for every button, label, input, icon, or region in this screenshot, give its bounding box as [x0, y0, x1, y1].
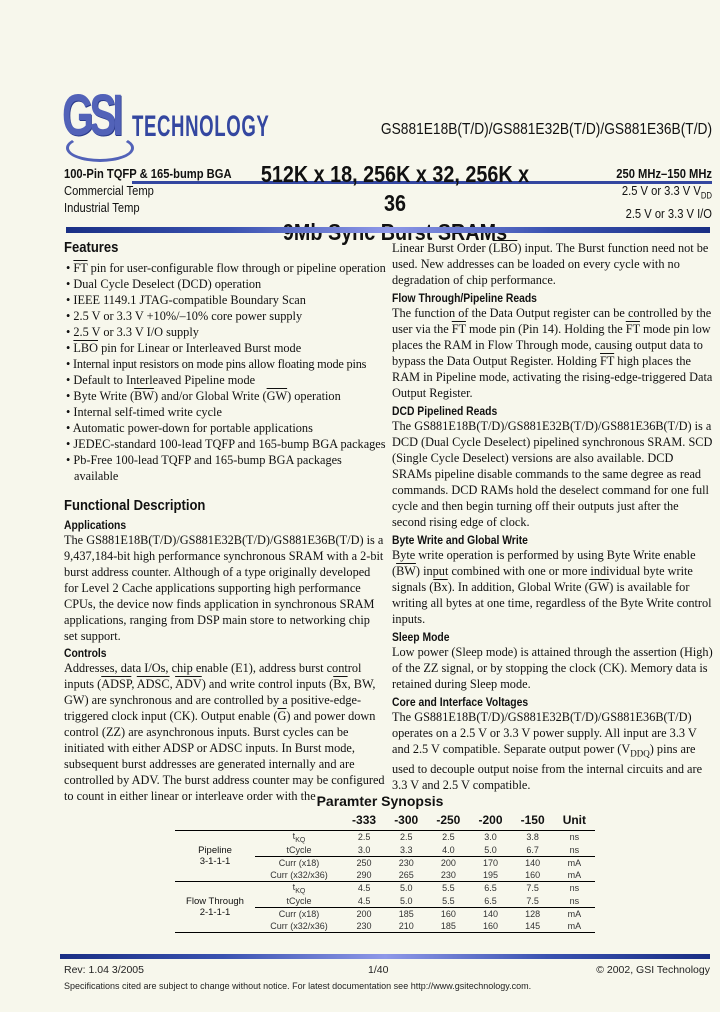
- cell: 6.5: [469, 881, 511, 894]
- cell: 160: [482, 920, 498, 931]
- column-header: -333: [352, 813, 377, 827]
- cell: 200: [427, 856, 469, 869]
- dcd-title: DCD Pipelined Reads: [392, 406, 498, 418]
- logo-mark: GSI: [62, 83, 120, 148]
- spec-summary: [540, 165, 712, 222]
- cell: 140: [512, 856, 554, 869]
- cell: 5.0: [484, 844, 497, 855]
- copyright: © 2002, GSI Technology: [596, 964, 710, 976]
- controls-text: Addresses, data I/Os, chip enable (E1), address burst control inputs (ADSP, ADSC, $\overline{ADV}$) and write control inputs ($\overline{Bx}$, BW, GW) are synchronous and are controlled by a positive-edge-triggered clock input (CK). Output enable $(\overline{G})$ and power down control (ZZ) are asynchronous inputs. Burst cycles can be initiated with either ADSP or ADSC inputs. In Burst mode, subsequent burst addresses are generated internally and are controlled by ADV. The burst address counter may be configured to count in either linear or interleave order with the: [64, 661, 385, 803]
- frequency-range: 250 MHz–150 MHz: [616, 166, 712, 181]
- sleep-mode-title: Sleep Mode: [392, 632, 450, 644]
- cell: 128: [512, 907, 554, 920]
- vdd-subscript: DD: [700, 190, 712, 201]
- cell: 185: [440, 920, 456, 931]
- temp-industrial: Industrial Temp: [64, 200, 140, 215]
- cell: 160: [525, 869, 541, 880]
- company-logo: [62, 82, 282, 162]
- column-header: Unit: [562, 813, 587, 827]
- cell: 5.0: [385, 881, 427, 894]
- cell: 140: [469, 907, 511, 920]
- feature-item: • Internal input resistors on mode pins allow floating mode pins: [64, 356, 386, 372]
- footer-rule: [60, 954, 710, 959]
- header-blank: [175, 811, 255, 831]
- cell: 3.0: [469, 831, 511, 844]
- feature-item: • Byte Write $(\overline{BW})$ and/or Global Write $(\overline{GW})$ operation: [64, 388, 386, 404]
- voltages-text-b: ) pins are used to decouple output noise from the internal circuits and are 3.3 V and 2.5 V compatible.: [392, 742, 703, 793]
- cell: 160: [427, 907, 469, 920]
- feature-item: • Pb-Free 100-lead TQFP and 165-bump BGA packages available: [64, 452, 386, 484]
- right-column: [392, 240, 714, 793]
- group-label: [175, 881, 255, 932]
- feature-item: • $\overline{FT}$ pin for user-configurable flow through or pipeline operation: [64, 260, 386, 276]
- feature-item: • JEDEC-standard 100-lead TQFP and 165-bump BGA packages: [64, 436, 386, 452]
- feature-item: • IEEE 1149.1 JTAG-compatible Boundary Scan: [64, 292, 386, 308]
- feature-item: • Dual Cycle Deselect (DCD) operation: [64, 276, 386, 292]
- part-numbers: GS881E18B(T/D)/GS881E32B(T/D)/GS881E36B(T/D): [380, 121, 712, 138]
- applications-text: The GS881E18B(T/D)/GS881E32B(T/D)/GS881E36B(T/D) is a 9,437,184-bit high performance synchronous SRAM with a 2-bit burst address counter. Although of a type originally developed for Level 2 Cache applications supporting high performance CPUs, the device now finds application in synchronous SRAM applications, ranging from DSP main store to networking chip set support.: [64, 533, 384, 643]
- package-line: 100-Pin TQFP & 165-bump BGA: [64, 166, 232, 181]
- column-header: -300: [394, 813, 419, 827]
- param-name: Curr (x18): [255, 856, 343, 869]
- unit-cell: mA: [567, 920, 582, 931]
- product-organization: 512K x 18, 256K x 32, 256K x 36: [260, 161, 530, 216]
- group-mode: 3-1-1-1: [199, 855, 231, 867]
- product-title: [253, 160, 537, 247]
- applications-title: Applications: [64, 520, 127, 532]
- cell: 2.5: [385, 831, 427, 844]
- controls-text-continued: Linear Burst Order $(\overline{LBO})$ input. The Burst function need not be used. New addresses can be loaded on every cycle with no degradation of chip performance.: [392, 241, 709, 287]
- logo-word: TECHNOLOGY: [132, 110, 270, 143]
- flow-through-title: Flow Through/Pipeline Reads: [392, 293, 537, 305]
- logo-swirl-icon: [66, 134, 134, 162]
- unit-cell: mA: [554, 856, 595, 869]
- cell: 4.5: [357, 895, 371, 906]
- unit-cell: mA: [554, 907, 595, 920]
- cell: 3.3: [399, 844, 413, 855]
- vdd-spec: [540, 182, 712, 205]
- vddq-subscript: DDQ: [630, 748, 650, 759]
- param-name: $t_{KQ}$: [255, 831, 343, 844]
- feature-item: • Default to Interleaved Pipeline mode: [64, 372, 386, 388]
- cell: 210: [398, 920, 414, 931]
- column-header: -150: [520, 813, 545, 827]
- header-rule: [66, 227, 710, 233]
- cell: 185: [385, 907, 427, 920]
- voltages-text: [392, 709, 714, 793]
- column-header: -250: [436, 813, 461, 827]
- revision: Rev: 1.04 3/2005: [64, 964, 144, 976]
- cell: 2.5: [343, 831, 385, 844]
- temp-commercial: Commercial Temp: [64, 183, 154, 198]
- cell: 7.5: [526, 895, 539, 906]
- cell: 6.5: [484, 895, 497, 906]
- unit-cell: ns: [569, 895, 580, 906]
- group-name: Pipeline: [198, 844, 232, 856]
- param-name: tCycle: [286, 844, 312, 855]
- cell: 290: [356, 869, 372, 880]
- page-number: 1/40: [368, 964, 389, 976]
- features-title: Features: [64, 240, 119, 256]
- cell: 5.5: [442, 895, 455, 906]
- cell: 4.5: [343, 881, 385, 894]
- cell: 4.0: [442, 844, 455, 855]
- feature-item: • 2.5 V or 3.3 V +10%/–10% core power supply: [64, 308, 386, 324]
- group-label: [175, 831, 255, 882]
- column-header: -200: [478, 813, 503, 827]
- cell: 2.5: [427, 831, 469, 844]
- unit-cell: ns: [554, 831, 595, 844]
- synopsis-header-row: [175, 811, 595, 831]
- unit-cell: ns: [569, 844, 580, 855]
- cell: 265: [398, 869, 414, 880]
- cell: 145: [525, 920, 541, 931]
- cell: 7.5: [512, 881, 554, 894]
- voltages-title: Core and Interface Voltages: [392, 697, 529, 709]
- cell: 170: [469, 856, 511, 869]
- cell: 230: [385, 856, 427, 869]
- table-row: [175, 881, 595, 894]
- param-name: Curr (x32/x36): [270, 920, 328, 931]
- disclaimer: Specifications cited are subject to change without notice. For latest documentation see http://www.gsitechnology.com.: [64, 981, 532, 991]
- sleep-mode-text: Low power (Sleep mode) is attained through the assertion (High) of the ZZ signal, or by stopping the clock (CK). Memory data is retained during Sleep mode.: [392, 645, 713, 691]
- controls-title: Controls: [64, 648, 107, 660]
- feature-item: • Automatic power-down for portable applications: [64, 420, 386, 436]
- table-row: [175, 831, 595, 844]
- feature-item: • 2.5 V or 3.3 V I/O supply: [64, 324, 386, 340]
- cell: 3.8: [512, 831, 554, 844]
- cell: 6.7: [526, 844, 539, 855]
- features-list: [64, 260, 386, 484]
- group-name: Flow Through: [186, 895, 244, 907]
- cell: 230: [440, 869, 456, 880]
- cell: 200: [343, 907, 385, 920]
- byte-write-text: Byte write operation is performed by using Byte Write enable $(\overline{BW})$ input combined with one or more individual byte write signals $(\overline{Bx})$. In addition, Global Write $(\overline{GW})$ is available for writing all bytes at one time, regardless of the Byte Write control inputs.: [392, 548, 712, 626]
- io-spec: 2.5 V or 3.3 V I/O: [625, 205, 712, 221]
- unit-cell: ns: [554, 881, 595, 894]
- vdd-text: 2.5 V or 3.3 V V: [621, 183, 701, 198]
- left-column: [64, 240, 386, 803]
- param-name: tCycle: [286, 895, 312, 906]
- feature-item: • Internal self-timed write cycle: [64, 404, 386, 420]
- param-name: Curr (x32/x36): [270, 869, 328, 880]
- cell: 250: [343, 856, 385, 869]
- cell: 5.5: [427, 881, 469, 894]
- cell: 195: [482, 869, 498, 880]
- cell: 230: [356, 920, 372, 931]
- voltages-text-a: The GS881E18B(T/D)/GS881E32B(T/D)/GS881E36B(T/D) operates on a 2.5 V or 3.3 V power supply. All input are 3.3 V and 2.5 V compatible. Separate output power (V: [392, 710, 697, 756]
- functional-description-title: Functional Description: [64, 498, 206, 514]
- cell: 5.0: [399, 895, 413, 906]
- feature-item: • $\overline{LBO}$ pin for Linear or Interleaved Burst mode: [64, 340, 386, 356]
- package-info: [64, 165, 253, 216]
- cell: 3.0: [357, 844, 371, 855]
- dcd-text: The GS881E18B(T/D)/GS881E32B(T/D)/GS881E36B(T/D) is a DCD (Dual Cycle Deselect) pipelined synchronous SRAM. SCD (Single Cycle Deselect) versions are also available. DCD SRAMs pipeline disable commands to the same degree as read commands. DCD RAMs hold the deselect command for one full cycle and then begin turning off their outputs just after the second rising edge of clock.: [392, 419, 713, 529]
- group-mode: 2-1-1-1: [199, 906, 231, 918]
- unit-cell: mA: [567, 869, 582, 880]
- synopsis-title: Paramter Synopsis: [316, 793, 444, 809]
- flow-through-text: The function of the Data Output register can be controlled by the user via the $\overline{FT}$ mode pin (Pin 14). Holding the $\overline{FT}$ mode pin low places the RAM in Flow Through mode, causing output data to bypass the Data Output Register. Holding $\overline{FT}$ high places the RAM in Pipeline mode, activating the rising-edge-triggered Data Output Register.: [392, 306, 713, 400]
- synopsis-table: [175, 811, 595, 933]
- byte-write-title: Byte Write and Global Write: [392, 535, 528, 547]
- param-name: $t_{KQ}$: [255, 881, 343, 894]
- header-blank: [255, 811, 343, 831]
- param-name: Curr (x18): [255, 907, 343, 920]
